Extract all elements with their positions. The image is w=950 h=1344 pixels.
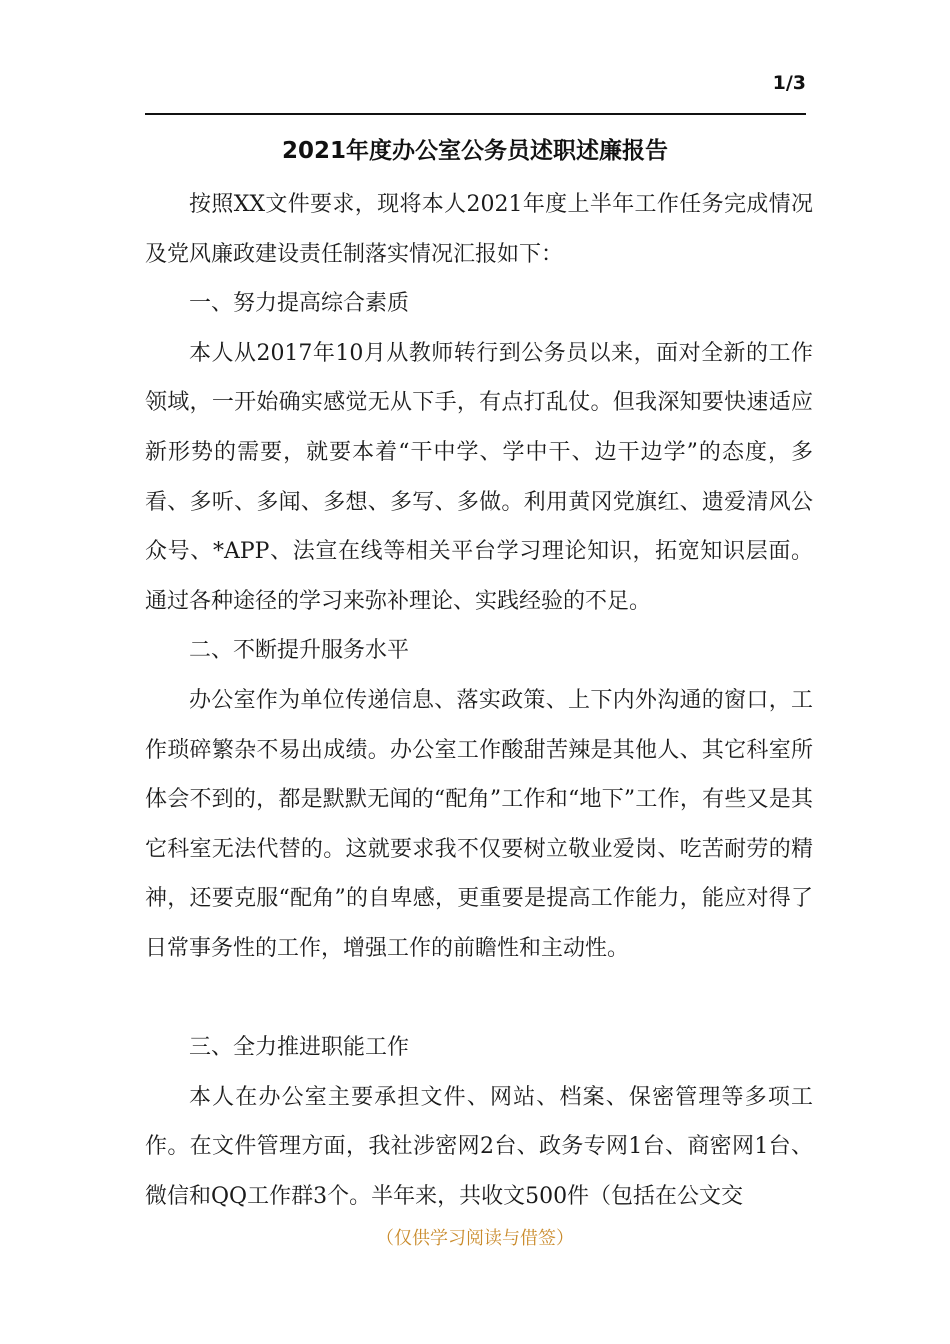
document-body	[145, 180, 813, 1221]
section-1-paragraph: 本人从2017年10月从教师转行到公务员以来，面对全新的工作领域，一开始确实感觉无从下手，有点打乱仗。但我深知要快速适应新形势的需要，就要本着“干中学、学中干、边干边学”的态度，多看、多听、多闻、多想、多写、多做。利用黄冈党旗红、遗爱清风公众号、*APP、法宣在线等相关平台学习理论知识，拓宽知识层面。通过各种途径的学习来弥补理论、实践经验的不足。	[145, 340, 813, 614]
blank-line	[145, 974, 813, 1024]
section-heading-3: 三、全力推进职能工作	[189, 1035, 410, 1061]
section-heading-1: 一、努力提高综合素质	[189, 291, 410, 317]
document-title: 2021年度办公室公务员述职述廉报告	[281, 138, 668, 164]
footer-note: （仅供学习阅读与借签）	[376, 1228, 574, 1249]
section-heading-2: 二、不断提升服务水平	[189, 638, 410, 664]
page-number: 1/3	[772, 72, 806, 94]
section-3-paragraph: 本人在办公室主要承担文件、网站、档案、保密管理等多项工作。在文件管理方面，我社涉密网2台、政务专网1台、商密网1台、微信和QQ工作群3个。半年来，共收文500件（包括在公文交	[145, 1084, 813, 1209]
section-2-paragraph: 办公室作为单位传递信息、落实政策、上下内外沟通的窗口，工作琐碎繁杂不易出成绩。办公室工作酸甜苦辣是其他人、其它科室所体会不到的，都是默默无闻的“配角”工作和“地下”工作，有些又是其它科室无法代替的。这就要求我不仅要树立敬业爱岗、吃苦耐劳的精神，还要克服“配角”的自卑感，更重要是提高工作能力，能应对得了日常事务性的工作，增强工作的前瞻性和主动性。	[145, 687, 813, 961]
header-divider	[145, 113, 806, 115]
intro-paragraph: 按照XX文件要求，现将本人2021年度上半年工作任务完成情况及党风廉政建设责任制落实情况汇报如下：	[145, 192, 813, 267]
